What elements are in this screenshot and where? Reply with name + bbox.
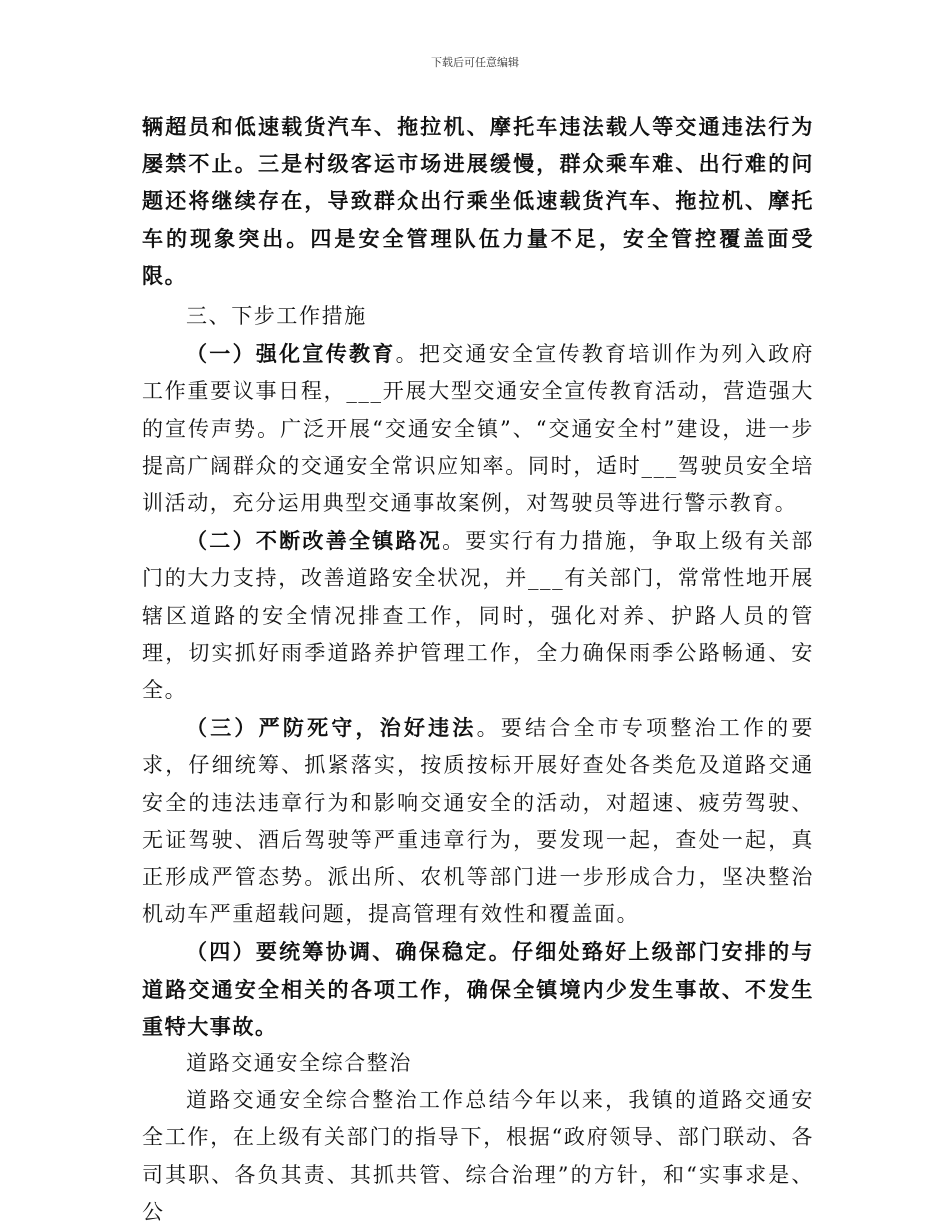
measure-1-title: （一）强化宣传教育 bbox=[186, 341, 396, 367]
page-header: 下载后可任意编辑 bbox=[431, 56, 519, 69]
document-subtitle: 道路交通安全综合整治 bbox=[186, 1051, 412, 1076]
document-body bbox=[142, 108, 814, 1231]
measure-3 bbox=[142, 709, 814, 933]
measure-1-body: 。把交通安全宣传教育培训作为列入政府工作重要议事日程，___开展大型交通安全宣传教育活动，营造强大的宣传声势。广泛开展“交通安全镇”、“交通安全村”建设，进一步提高广阔群众的交通安全常识应知率。同时，适时___驾驶员安全培训活动，充分运用典型交通事故案例，对驾驶员等进行警示教育。 bbox=[142, 342, 814, 516]
measure-2-body: 。要实行有力措施，争取上级有关部门的大力支持，改善道路安全状况，并___有关部门，常常性地开展辖区道路的安全情况排查工作，同时，强化对养、护路人员的管理，切实抓好雨季道路养护管理工作，全力确保雨季公路畅通、安全。 bbox=[142, 529, 814, 703]
measure-3-body: 。要结合全市专项整治工作的要求，仔细统筹、抓紧落实，按质按标开展好查处各类危及道路交通安全的违法违章行为和影响交通安全的活动，对超速、疲劳驾驶、无证驾驶、酒后驾驶等严重违章行为，要发现一起，查处一起，真正形成严管态势。派出所、农机等部门进一步形成合力，坚决整治机动车严重超载问题，提高管理有效性和覆盖面。 bbox=[142, 716, 814, 927]
measure-2 bbox=[142, 522, 814, 709]
measure-3-title: （三）严防死守，治好违法 bbox=[186, 715, 477, 741]
measure-2-title: （二）不断改善全镇路况 bbox=[186, 528, 443, 554]
paragraph-problems: 辆超员和低速载货汽车、拖拉机、摩托车违法载人等交通违法行为屡禁不止。三是村级客运市场进展缓慢，群众乘车难、出行难的问题还将继续存在，导致群众出行乘坐低速载货汽车、拖拉机、摩托车的现象突出。四是安全管理队伍力量不足，安全管控覆盖面受限。 bbox=[142, 114, 814, 288]
measure-1 bbox=[142, 335, 814, 522]
measure-4: （四）要统筹协调、确保稳定。仔细处臵好上级部门安排的与道路交通安全相关的各项工作，确保全镇境内少发生事故、不发生重特大事故。 bbox=[142, 939, 814, 1039]
section-heading-next-steps: 三、下步工作措施 bbox=[186, 304, 367, 329]
paragraph-summary: 道路交通安全综合整治工作总结今年以来，我镇的道路交通安全工作，在上级有关部门的指导下，根据“政府领导、部门联动、各司其职、各负其责、其抓共管、综合治理”的方针，和“实事求是、公 bbox=[142, 1088, 814, 1224]
